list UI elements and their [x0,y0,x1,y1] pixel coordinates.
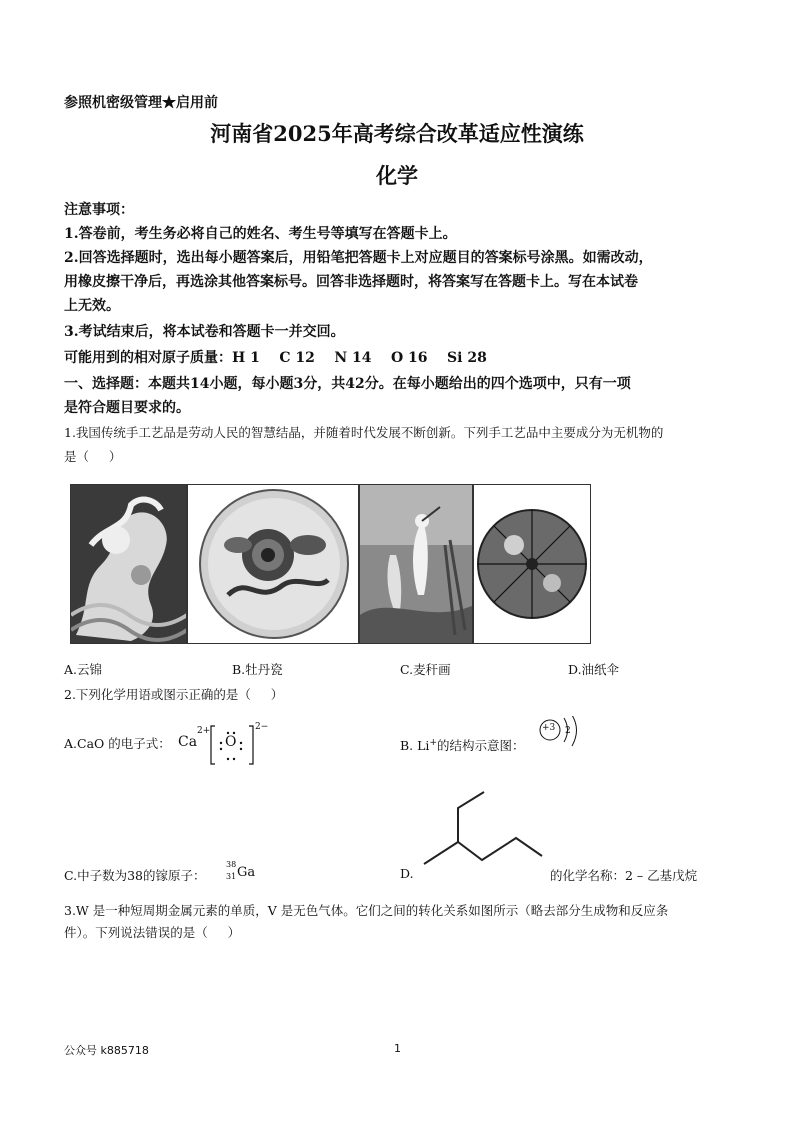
exam-title: 河南省2025年高考综合改革适应性演练 [210,121,584,146]
li-ion-structure-diagram [538,716,588,750]
li-charge: + [429,737,437,748]
q1-image-strip [70,484,591,644]
shell-electrons: 2 [565,726,571,736]
atomic-masses: 可能用到的相对原子质量：H 1 C 12 N 14 O 16 Si 28 [64,350,487,366]
oil-paper-umbrella-image [473,484,591,644]
q2-option-b-label-2: 的结构示意图： [436,738,525,753]
q3-stem-line-1: 3.W 是一种短周期金属元素的单质，V 是无色气体。它们之间的转化关系如图所示（略去部分生成物和反应条 [64,903,669,918]
q2-option-b-label: B. Li [400,738,430,753]
q1-option-a: A.云锦 [64,662,103,677]
q2-option-b [400,736,525,754]
note-1: 1.答卷前，考生务必将自己的姓名、考生号等填写在答题卡上。 [64,226,457,242]
footer-account: 公众号 k885718 [64,1044,149,1057]
cao-electron-formula [178,724,268,766]
o-symbol: O [225,734,237,750]
ca-symbol: Ca [178,734,198,750]
note-3: 3.考试结束后，将本试卷和答题卡一并交回。 [64,324,345,340]
q3-stem-line-2: 件）。下列说法错误的是（ ） [64,925,241,940]
atomic-number: 31 [226,872,237,881]
ca-charge: 2+ [197,726,211,736]
q2-option-d: D. [400,866,414,881]
nucleus-charge: +3 [542,723,556,733]
subject-title: 化学 [376,163,418,188]
q1-option-b: B.牡丹瓷 [232,662,283,677]
skeletal-structure-diagram [420,780,550,870]
section-1-line-2: 是符合题目要求的。 [64,400,190,416]
q2-option-c-label: C.中子数为38的镓原子： [64,868,206,883]
oxide-charge: 2− [255,722,269,732]
peony-porcelain-image [187,484,359,644]
atomic-shell-arcs [538,716,588,750]
note-2-line-3: 上无效。 [64,298,120,314]
confidential-note: 参照机密级管理★启用前 [64,95,218,111]
mass-number: 38 [226,860,237,869]
q1-option-c: C.麦秆画 [400,662,451,677]
page-number: 1 [394,1042,401,1055]
section-1-line-1: 一、选择题：本题共14小题，每小题3分，共42分。在每小题给出的四个选项中，只有一项 [64,376,631,392]
q2-option-a [64,734,171,752]
wheat-straw-painting-image [359,484,474,644]
ga-symbol: Ga [237,865,256,880]
yunjin-brocade-image [70,484,187,644]
q2-option-c [64,866,206,884]
q1-stem-line-1: 1.我国传统手工艺品是劳动人民的智慧结晶，并随着时代发展不断创新。下列手工艺品中主要成分为无机物的 [64,425,664,440]
q1-stem-line-2: 是（ ） [64,449,122,464]
q1-option-d: D.油纸伞 [568,662,620,677]
q2-option-a-label: A.CaO 的电子式： [64,736,171,751]
notes-heading: 注意事项： [64,202,134,218]
gallium-nuclide [226,860,266,888]
note-2-line-1: 2.回答选择题时，选出每小题答案后，用铅笔把答题卡上对应题目的答案标号涂黑。如需改动， [64,250,653,266]
note-2-line-2: 用橡皮擦干净后，再选涂其他答案标号。回答非选择题时，将答案写在答题卡上。写在本试卷 [64,274,638,290]
q2-option-d-name: 的化学名称：2 – 乙基戊烷 [550,868,698,883]
q2-stem: 2.下列化学用语或图示正确的是（ ） [64,687,284,702]
